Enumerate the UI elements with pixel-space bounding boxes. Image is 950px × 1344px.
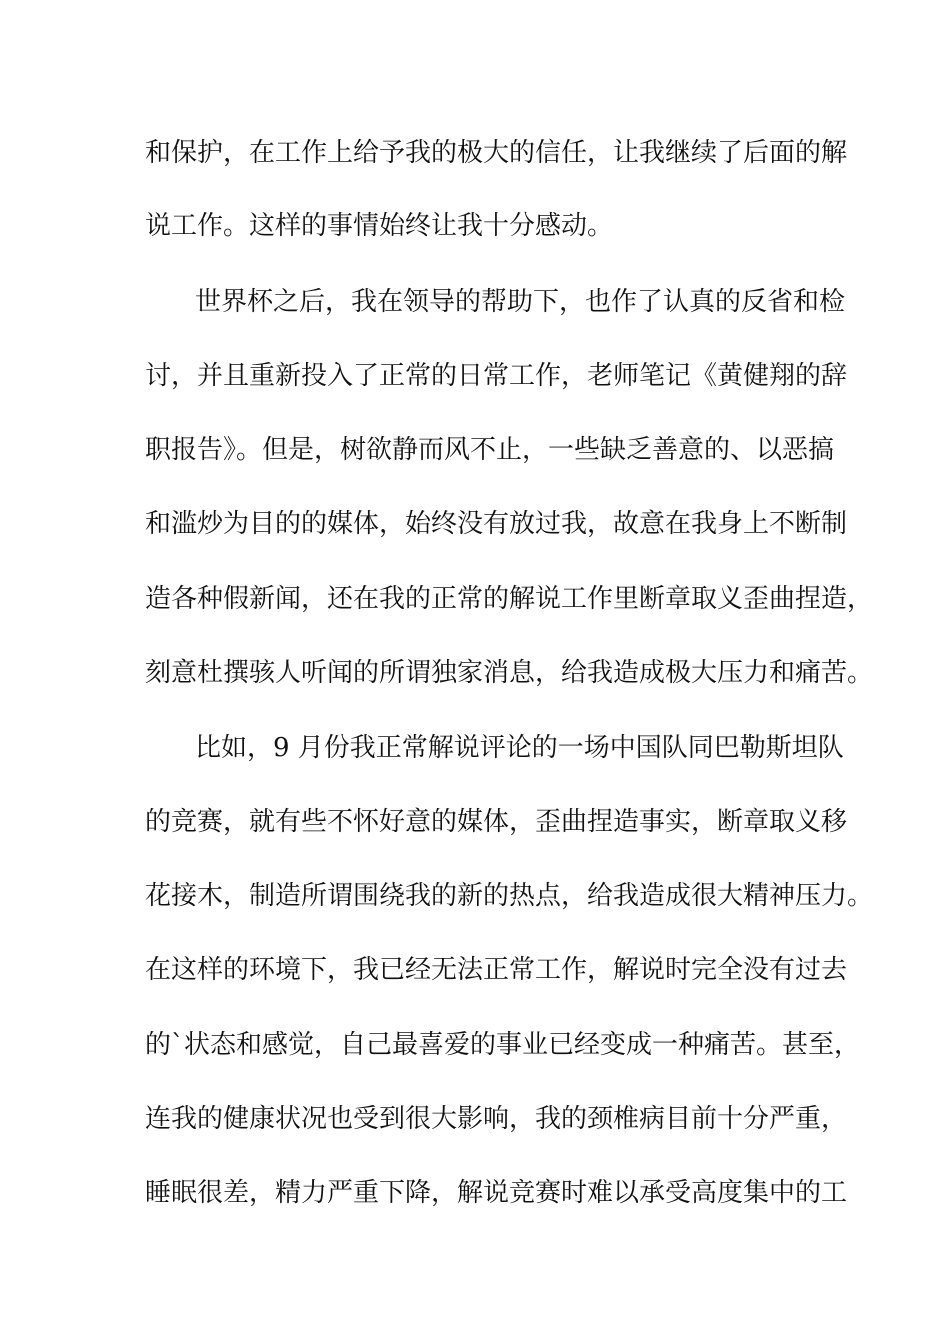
text-line: 刻意杜撰骇人听闻的所谓独家消息，给我造成极大压力和痛苦。 (145, 658, 874, 688)
text-line: 造各种假新闻，还在我的正常的解说工作里断章取义歪曲捏造， (145, 584, 874, 614)
text-line: 和保护，在工作上给予我的极大的信任，让我继续了后面的解 (145, 138, 848, 168)
text-line: 的竞赛，就有些不怀好意的媒体，歪曲捏造事实，断章取义移 (145, 807, 848, 837)
paragraph-start-line: 世界杯之后，我在领导的帮助下，也作了认真的反省和检 (195, 287, 846, 317)
text-line: 说工作。这样的事情始终让我十分感动。 (145, 211, 614, 241)
text-line: 讨，并且重新投入了正常的日常工作，老师笔记《黄健翔的辞 (145, 361, 848, 391)
text-line: 职报告》。但是，树欲静而风不止，一些缺乏善意的、以恶搞 (145, 435, 835, 465)
text-line: 在这样的环境下，我已经无法正常工作，解说时完全没有过去 (145, 955, 848, 985)
text-line: 的`状态和感觉，自己最喜爱的事业已经变成一种痛苦。甚至， (145, 1030, 861, 1060)
text-line: 睡眠很差，精力严重下降，解说竞赛时难以承受高度集中的工 (145, 1178, 848, 1208)
text-line: 花接木，制造所谓围绕我的新的热点，给我造成很大精神压力。 (145, 881, 874, 911)
text-line: 连我的健康状况也受到很大影响，我的颈椎病目前十分严重， (145, 1104, 848, 1134)
text-line: 和滥炒为目的的媒体，始终没有放过我，故意在我身上不断制 (145, 509, 848, 539)
paragraph-start-line: 比如，9 月份我正常解说评论的一场中国队同巴勒斯坦队 (195, 733, 844, 763)
